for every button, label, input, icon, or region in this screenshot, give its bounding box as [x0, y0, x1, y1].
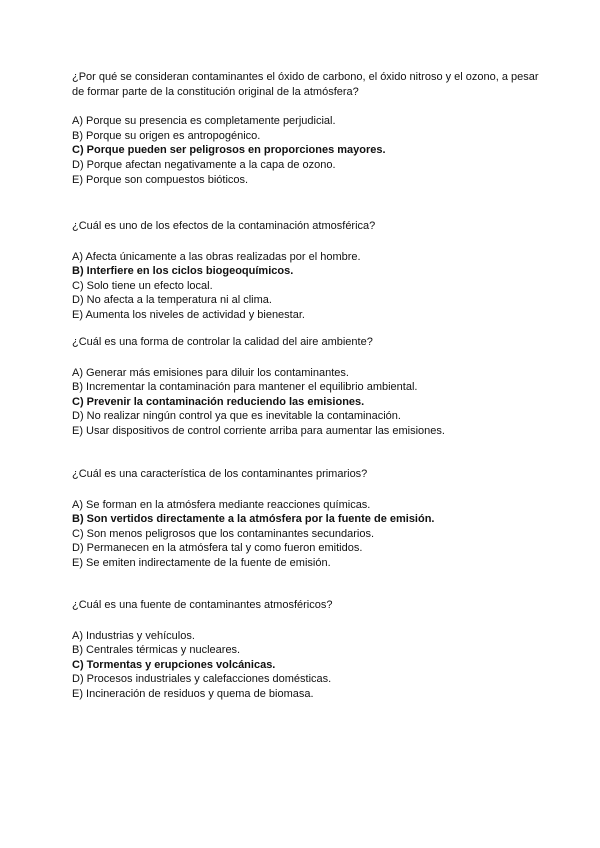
question-text: ¿Cuál es uno de los efectos de la contaminación atmosférica?	[72, 220, 376, 232]
answer-option: C) Solo tiene un efecto local.	[72, 279, 213, 292]
question-block-2	[72, 219, 542, 323]
correct-answer-option: C) Tormentas y erupciones volcánicas.	[72, 658, 276, 671]
correct-answer-option: B) Interfiere en los ciclos biogeoquímicos.	[72, 265, 294, 278]
answer-option: E) Se emiten indirectamente de la fuente de emisión.	[72, 556, 331, 569]
answer-option: D) Permanecen en la atmósfera tal y como fueron emitidos.	[72, 542, 363, 555]
answer-option: B) Incrementar la contaminación para mantener el equilibrio ambiental.	[72, 381, 418, 394]
answer-options	[72, 366, 542, 439]
answer-option: C) Son menos peligrosos que los contaminantes secundarios.	[72, 527, 375, 540]
answer-option: B) Centrales térmicas y nucleares.	[72, 644, 241, 657]
answer-options	[72, 629, 542, 702]
answer-option: D) Porque afectan negativamente a la capa de ozono.	[72, 158, 336, 171]
question-block-4	[72, 467, 542, 571]
correct-answer-option: B) Son vertidos directamente a la atmósfera por la fuente de emisión.	[72, 513, 435, 526]
answer-options	[72, 498, 542, 571]
answer-option: B) Porque su origen es antropogénico.	[72, 129, 261, 142]
correct-answer-option: C) Porque pueden ser peligrosos en proporciones mayores.	[72, 144, 386, 157]
question-block-3	[72, 335, 542, 439]
answer-option: A) Generar más emisiones para diluir los contaminantes.	[72, 366, 349, 379]
question-text: ¿Cuál es una característica de los contaminantes primarios?	[72, 468, 368, 480]
answer-option: A) Porque su presencia es completamente perjudicial.	[72, 115, 336, 128]
question-block-1	[72, 70, 542, 187]
question-block-5	[72, 598, 542, 702]
question-text: ¿Por qué se consideran contaminantes el óxido de carbono, el óxido nitroso y el ozono, a pesar de formar parte de la constitución original de la atmósfera?	[72, 71, 539, 98]
answer-options	[72, 250, 542, 323]
answer-option: A) Se forman en la atmósfera mediante reacciones químicas.	[72, 498, 371, 511]
answer-options	[72, 114, 542, 187]
question-text: ¿Cuál es una fuente de contaminantes atmosféricos?	[72, 599, 333, 611]
answer-option: D) No afecta a la temperatura ni al clima.	[72, 294, 272, 307]
question-text: ¿Cuál es una forma de controlar la calidad del aire ambiente?	[72, 336, 373, 348]
answer-option: A) Afecta únicamente a las obras realizadas por el hombre.	[72, 250, 361, 263]
answer-option: E) Incineración de residuos y quema de biomasa.	[72, 687, 314, 700]
answer-option: E) Porque son compuestos bióticos.	[72, 173, 249, 186]
answer-option: E) Usar dispositivos de control corriente arriba para aumentar las emisiones.	[72, 424, 445, 437]
answer-option: A) Industrias y vehículos.	[72, 629, 195, 642]
answer-option: E) Aumenta los niveles de actividad y bienestar.	[72, 308, 305, 321]
answer-option: D) No realizar ningún control ya que es inevitable la contaminación.	[72, 410, 401, 423]
answer-option: D) Procesos industriales y calefacciones domésticas.	[72, 673, 332, 686]
correct-answer-option: C) Prevenir la contaminación reduciendo las emisiones.	[72, 395, 365, 408]
